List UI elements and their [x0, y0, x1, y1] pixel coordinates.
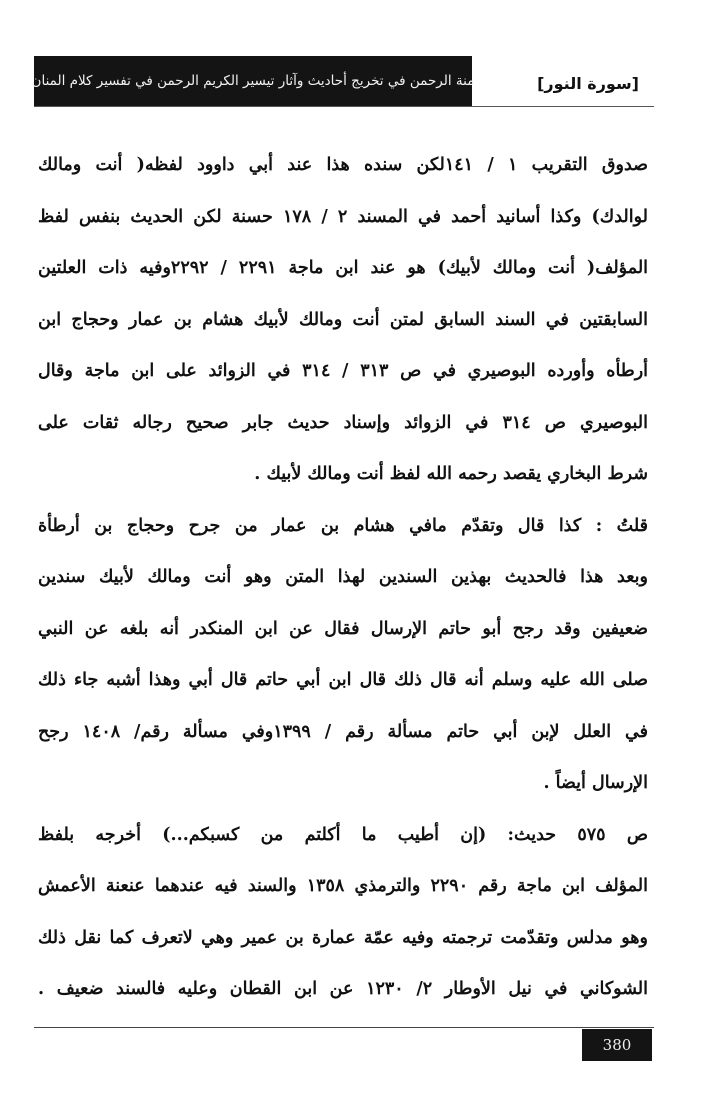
text-line: المؤلف( أنت ومالك لأبيك) هو عند ابن ماجة ٢٢٩١ / ٢٢٩٢وفيه ذات العلتين	[38, 258, 648, 278]
text-line: وهو مدلس وتقدّمت ترجمته وفيه عمّة عمارة بن عمير وهي لاتعرف كما نقل ذلك	[38, 927, 648, 948]
text-line: وبعد هذا فالحديث بهذين السندين لهذا المتن وهو أنت ومالك لأبيك سندين	[38, 567, 648, 587]
body-text	[38, 140, 648, 1016]
text-line: شرط البخاري يقصد رحمه الله لفظ أنت ومالك لأبيك .	[254, 464, 648, 484]
surah-label: [سورة النور]	[537, 74, 639, 93]
header-rule	[34, 106, 654, 107]
text-line: البوصيري ص ٣١٤ في الزوائد وإسناد حديث جابر صحيح رجاله ثقات على	[38, 412, 648, 433]
text-line: المؤلف ابن ماجة رقم ٢٢٩٠ والترمذي ١٣٥٨ والسند فيه عندهما عنعنة الأعمش	[38, 876, 648, 896]
footer-rule	[34, 1027, 654, 1028]
text-line: ص ٥٧٥ حديث: (إن أطيب ما أكلتم من كسبكم...) أخرجه بلفظ	[38, 824, 648, 845]
book-title: منة الرحمن في تخريج أحاديث وآثار تيسير الكريم الرحمن في تفسير كلام المنان	[31, 73, 475, 89]
text-line: صدوق التقريب ١ / ١٤١لكن سنده هذا عند أبي داوود لفظه( أنت ومالك	[38, 155, 648, 175]
page-number: 380	[582, 1029, 652, 1061]
text-line: الشوكاني في نيل الأوطار ٢/ ١٢٣٠ عن ابن القطان وعليه فالسند ضعيف .	[38, 979, 648, 999]
text-line: لوالدك) وكذا أسانيد أحمد في المسند ٢ / ١٧٨ حسنة لكن الحديث بنفس لفظ	[38, 206, 648, 227]
text-line: السابقتين في السند السابق لمتن أنت ومالك لأبيك هشام بن عمار وحجاج ابن	[38, 309, 648, 330]
text-line: قلتُ : كذا قال وتقدّم مافي هشام بن عمار من جرح وحجاج بن أرطأة	[38, 515, 648, 536]
text-line: ضعيفين وقد رجح أبو حاتم الإرسال فقال عن ابن المنكدر أنه بلغه عن النبي	[38, 618, 648, 639]
text-line: أرطأه وأورده البوصيري في ص ٣١٣ / ٣١٤ في الزوائد على ابن ماجة وقال	[38, 361, 648, 381]
text-line: صلى الله عليه وسلم أنه قال ذلك قال ابن أبي حاتم قال أبي وهذا أشبه جاء ذلك	[38, 670, 648, 690]
text-line: الإرسال أيضاً .	[543, 773, 648, 793]
text-line: في العلل لإبن أبي حاتم مسألة رقم / ١٣٩٩وفي مسألة رقم/ ١٤٠٨ رجح	[38, 721, 648, 742]
